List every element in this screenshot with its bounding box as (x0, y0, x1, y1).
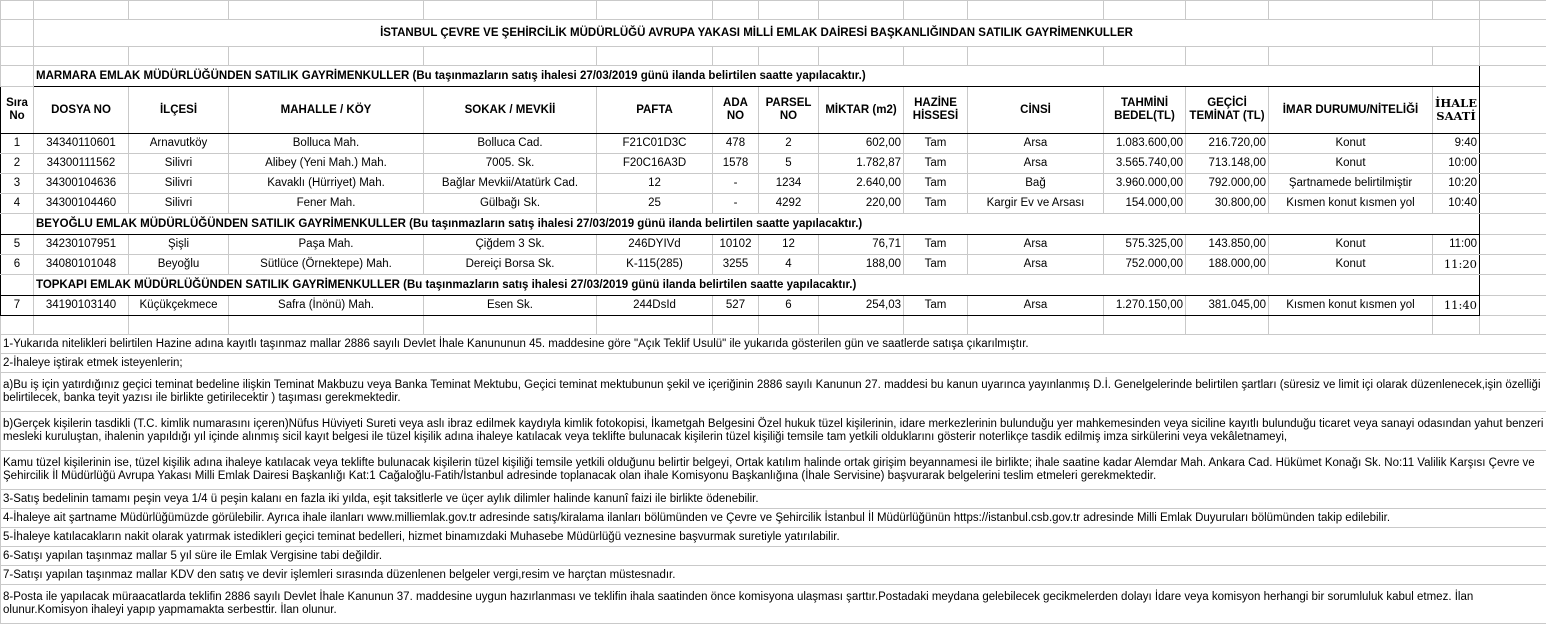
header-sira: Sıra No (1, 87, 34, 134)
table-row (1, 255, 1546, 275)
table-row (1, 154, 1546, 174)
cell-miktar: 188,00 (819, 255, 904, 275)
note-2b: b)Gerçek kişilerin tasdikli (T.C. kimlik numarasını içeren)Nüfus Hüviyeti Sureti veya aslı ibraz edilmek kaydıyla kimlik fotokopisi, İkametgah Belgesini Özel hukuk tüzel kişilerinin, idare merkezlerinin bulunduğu yer mahkemesinden veya siciline kayıtlı bulunduğu ticaret veya sanayi odasından yahut benzeri mesleki kuruluştan, ihalenin yapıldığı yıl içinde alınmış sicil kayıt belgesi ile tüzel kişilik adına ihaleye katılacak veya teklifte bulunacak kişilerin tüzel kişiliği temsile tam yetkili olduklarını gösterir noterlikçe tasdik edilmiş imza sirkülerini veya vekâletnameyi, (1, 412, 1546, 451)
cell-pafta: 25 (597, 194, 713, 214)
section-title-beyoglu: BEYOĞLU EMLAK MÜDÜRLÜĞÜNDEN SATILIK GAYRİMENKULLER (Bu taşınmazların satış ihalesi 27/03/2019 günü ilanda belirtilen saatte yapılacaktır.) (34, 214, 1480, 235)
cell-sokak: Bolluca Cad. (424, 134, 597, 154)
header-gecici: GEÇİCİ TEMİNAT (TL) (1186, 87, 1269, 134)
cell-pafta: F20C16A3D (597, 154, 713, 174)
cell-imar: Konut (1269, 235, 1433, 255)
cell-miktar: 220,00 (819, 194, 904, 214)
cell-gecici: 381.045,00 (1186, 296, 1269, 316)
table-row (1, 174, 1546, 194)
cell-pafta: K-115(285) (597, 255, 713, 275)
cell-parsel: 12 (759, 235, 819, 255)
cell-ihale: 11:40 (1433, 296, 1480, 316)
cell-miktar: 2.640,00 (819, 174, 904, 194)
cell-dosya: 34080101048 (34, 255, 129, 275)
cell-gecici: 713.148,00 (1186, 154, 1269, 174)
cell-cinsi: Bağ (968, 174, 1104, 194)
cell-miktar: 76,71 (819, 235, 904, 255)
cell-pafta: F21C01D3C (597, 134, 713, 154)
header-hazine: HAZİNE HİSSESİ (904, 87, 968, 134)
section-title-marmara: MARMARA EMLAK MÜDÜRLÜĞÜNDEN SATILIK GAYRİMENKULLER (Bu taşınmazların satış ihalesi 27/03/2019 günü ilanda belirtilen saatte yapılacaktır.) (34, 66, 1480, 87)
cell-dosya: 34230107951 (34, 235, 129, 255)
cell-imar: Konut (1269, 255, 1433, 275)
cell-tahmini: 575.325,00 (1104, 235, 1186, 255)
table-row (1, 134, 1546, 154)
cell-parsel: 5 (759, 154, 819, 174)
note-5: 5-İhaleye katılacakların nakit olarak yatırmak istedikleri geçici teminat bedelleri, hizmet binamızdaki Muhasebe Müdürlüğü veznesine başvurmak suretiyle yatırılabilir. (1, 528, 1546, 547)
cell-hazine: Tam (904, 194, 968, 214)
cell-mahalle: Fener Mah. (229, 194, 424, 214)
header-cinsi: CİNSİ (968, 87, 1104, 134)
cell-imar: Konut (1269, 134, 1433, 154)
cell-mahalle: Bolluca Mah. (229, 134, 424, 154)
cell-cinsi: Arsa (968, 154, 1104, 174)
cell-parsel: 1234 (759, 174, 819, 194)
cell-cinsi: Arsa (968, 134, 1104, 154)
cell-ada: - (713, 174, 759, 194)
header-imar: İMAR DURUMU/NİTELİĞİ (1269, 87, 1433, 134)
header-dosya: DOSYA NO (34, 87, 129, 134)
header-parsel: PARSEL NO (759, 87, 819, 134)
table-row (1, 296, 1546, 316)
cell-parsel: 4 (759, 255, 819, 275)
column-header-row (1, 87, 1546, 134)
cell-miktar: 254,03 (819, 296, 904, 316)
cell-cinsi: Arsa (968, 235, 1104, 255)
cell-ilce: Silivri (129, 174, 229, 194)
note-2a: a)Bu iş için yatırdığınız geçici teminat bedeline ilişkin Teminat Makbuzu veya Banka Teminat Mektubu, Geçici teminat mektubunun şekil ve içeriğinin 2886 sayılı Kanunun 27. maddesi bu kanun uyarınca yayınlanmış D.İ. Genelgelerinde belirtilen şartları (süresiz ve limit içi olarak düzenlenecek,işin özelliği belirtilecek, banka teyit yazısı ile birlikte getirilecektir ) taşıması gerekmektedir. (1, 373, 1546, 412)
cell-ihale: 11:00 (1433, 235, 1480, 255)
cell-hazine: Tam (904, 174, 968, 194)
cell-hazine: Tam (904, 134, 968, 154)
cell-dosya: 34300104460 (34, 194, 129, 214)
cell-imar: Kısmen konut kısmen yol (1269, 296, 1433, 316)
cell-sokak: Gülbağı Sk. (424, 194, 597, 214)
cell-gecici: 792.000,00 (1186, 174, 1269, 194)
cell-hazine: Tam (904, 154, 968, 174)
cell-sira: 5 (1, 235, 34, 255)
cell-sira: 3 (1, 174, 34, 194)
cell-hazine: Tam (904, 255, 968, 275)
cell-ada: 478 (713, 134, 759, 154)
cell-imar: Konut (1269, 154, 1433, 174)
cell-ada: 10102 (713, 235, 759, 255)
cell-gecici: 143.850,00 (1186, 235, 1269, 255)
cell-dosya: 34190103140 (34, 296, 129, 316)
header-miktar: MİKTAR (m2) (819, 87, 904, 134)
note-3: 3-Satış bedelinin tamamı peşin veya 1/4 ü peşin kalanı en fazla iki yılda, eşit taksitlerle ve üçer aylık dilimler halinde kanunî faizi ile birlikte ödenebilir. (1, 490, 1546, 509)
header-pafta: PAFTA (597, 87, 713, 134)
cell-mahalle: Paşa Mah. (229, 235, 424, 255)
table-row (1, 235, 1546, 255)
header-ilce: İLÇESİ (129, 87, 229, 134)
cell-sira: 7 (1, 296, 34, 316)
cell-ilce: Silivri (129, 194, 229, 214)
cell-parsel: 2 (759, 134, 819, 154)
cell-tahmini: 3.565.740,00 (1104, 154, 1186, 174)
header-ada: ADA NO (713, 87, 759, 134)
note-7: 7-Satışı yapılan taşınmaz mallar KDV den satış ve devir işlemleri sırasında düzenlenen belgeler vergi,resim ve harçtan müstesnadır. (1, 566, 1546, 585)
cell-sokak: Esen Sk. (424, 296, 597, 316)
cell-ilce: Silivri (129, 154, 229, 174)
cell-ada: 3255 (713, 255, 759, 275)
table-row (1, 194, 1546, 214)
cell-miktar: 1.782,87 (819, 154, 904, 174)
header-mahalle: MAHALLE / KÖY (229, 87, 424, 134)
note-1: 1-Yukarıda nitelikleri belirtilen Hazine adına kayıtlı taşınmaz mallar 2886 sayılı Devlet İhale Kanununun 45. maddesine göre "Açık Teklif Usulü" ile yukarıda gösterilen gün ve saatlerde satışa çıkarılmıştır. (1, 335, 1546, 354)
cell-tahmini: 1.083.600,00 (1104, 134, 1186, 154)
cell-hazine: Tam (904, 235, 968, 255)
note-2: 2-İhaleye iştirak etmek isteyenlerin; (1, 354, 1546, 373)
cell-parsel: 4292 (759, 194, 819, 214)
cell-mahalle: Alibey (Yeni Mah.) Mah. (229, 154, 424, 174)
cell-tahmini: 154.000,00 (1104, 194, 1186, 214)
cell-imar: Kısmen konut kısmen yol (1269, 194, 1433, 214)
cell-sokak: 7005. Sk. (424, 154, 597, 174)
cell-ihale: 11:20 (1433, 255, 1480, 275)
cell-sira: 1 (1, 134, 34, 154)
cell-ihale: 10:00 (1433, 154, 1480, 174)
cell-sira: 6 (1, 255, 34, 275)
header-sokak: SOKAK / MEVKİİ (424, 87, 597, 134)
cell-hazine: Tam (904, 296, 968, 316)
cell-ihale: 10:20 (1433, 174, 1480, 194)
cell-ada: 527 (713, 296, 759, 316)
cell-pafta: 12 (597, 174, 713, 194)
note-8: 8-Posta ile yapılacak müraacatlarda teklifin 2886 sayılı Devlet İhale Kanunun 37. maddesine uygun hazırlanması ve teklifin ihala saatinden önce komisyona ulaşması şarttır.Postadaki meydana gelebilecek gecikmelerden dolayı İdare veya komisyon herhangi bir sorumluluk kabul etmez. İlan olunur.Komisyon ihaleyi yapıp yapmamakta serbesttir. İlan olunur. (1, 585, 1546, 624)
note-public-entities: Kamu tüzel kişilerinin ise, tüzel kişilik adına ihaleye katılacak veya teklifte bulunacak kişilerin tüzel kişiliği temsile yetkili olduğunu belirtir belgeyi, Ortak katılım halinde ortak girişim beyannamesi ile birlikte; ihale saatine kadar Alemdar Mah. Ankara Cad. Hükümet Konağı Sk. No:11 Valilik Karşısı Çevre ve Şehircilik İl Müdürlüğü Avrupa Yakası Milli Emlak Dairesi Başkanlığı Kat:1 Cağaloğlu-Fatih/İstanbul adresinde toplanacak olan ihale Komisyonu Başkanlığına (İhale Servisine) başvurarak belgelerini teslim etmeleri gerekmektedir. (1, 451, 1546, 490)
note-6: 6-Satışı yapılan taşınmaz mallar 5 yıl süre ile Emlak Vergisine tabi değildir. (1, 547, 1546, 566)
cell-sira: 2 (1, 154, 34, 174)
cell-cinsi: Kargir Ev ve Arsası (968, 194, 1104, 214)
cell-tahmini: 3.960.000,00 (1104, 174, 1186, 194)
cell-pafta: 244DsId (597, 296, 713, 316)
page-title: İSTANBUL ÇEVRE VE ŞEHİRCİLİK MÜDÜRLÜĞÜ AVRUPA YAKASI MİLLİ EMLAK DAİRESİ BAŞKANLIĞINDAN SATILIK GAYRİMENKULLER (34, 20, 1480, 47)
cell-cinsi: Arsa (968, 255, 1104, 275)
section-title-topkapi: TOPKAPI EMLAK MÜDÜRLÜĞÜNDEN SATILIK GAYRİMENKULLER (Bu taşınmazların satış ihalesi 27/03/2019 günü ilanda belirtilen saatte yapılacaktır.) (34, 275, 1480, 296)
header-tahmini: TAHMİNİ BEDEL(TL) (1104, 87, 1186, 134)
cell-tahmini: 752.000,00 (1104, 255, 1186, 275)
cell-ilce: Şişli (129, 235, 229, 255)
cell-ilce: Küçükçekmece (129, 296, 229, 316)
cell-ihale: 9:40 (1433, 134, 1480, 154)
cell-ilce: Beyoğlu (129, 255, 229, 275)
cell-cinsi: Arsa (968, 296, 1104, 316)
cell-miktar: 602,00 (819, 134, 904, 154)
cell-gecici: 188.000,00 (1186, 255, 1269, 275)
cell-dosya: 34300104636 (34, 174, 129, 194)
cell-mahalle: Safra (İnönü) Mah. (229, 296, 424, 316)
note-4: 4-İhaleye ait şartname Müdürlüğümüzde görülebilir. Ayrıca ihale ilanları www.milliemlak.gov.tr adresinde satış/kiralama ilanları bölümünden ve Çevre ve Şehircilik İstanbul İl Müdürlüğünün https://istanbul.csb.gov.tr adresinde Milli Emlak Duyuruları bölümünden takip edilebilir. (1, 509, 1546, 528)
cell-ilce: Arnavutköy (129, 134, 229, 154)
cell-mahalle: Sütlüce (Örnektepe) Mah. (229, 255, 424, 275)
cell-pafta: 246DYIVd (597, 235, 713, 255)
cell-dosya: 34340110601 (34, 134, 129, 154)
cell-sokak: Dereiçi Borsa Sk. (424, 255, 597, 275)
cell-ihale: 10:40 (1433, 194, 1480, 214)
cell-sokak: Çiğdem 3 Sk. (424, 235, 597, 255)
cell-imar: Şartnamede belirtilmiştir (1269, 174, 1433, 194)
cell-mahalle: Kavaklı (Hürriyet) Mah. (229, 174, 424, 194)
cell-parsel: 6 (759, 296, 819, 316)
cell-gecici: 216.720,00 (1186, 134, 1269, 154)
cell-gecici: 30.800,00 (1186, 194, 1269, 214)
cell-tahmini: 1.270.150,00 (1104, 296, 1186, 316)
header-ihale: İHALE SAATİ (1433, 87, 1480, 134)
cell-sira: 4 (1, 194, 34, 214)
cell-sokak: Bağlar Mevkii/Atatürk Cad. (424, 174, 597, 194)
cell-dosya: 34300111562 (34, 154, 129, 174)
cell-ada: - (713, 194, 759, 214)
cell-ada: 1578 (713, 154, 759, 174)
